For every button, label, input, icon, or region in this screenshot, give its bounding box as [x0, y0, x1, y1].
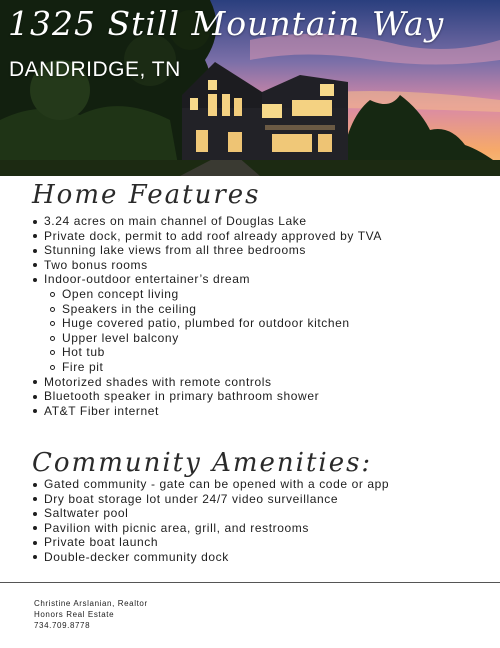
agent-phone: 734.709.8778	[34, 621, 91, 630]
community-amenities-heading: Community Amenities:	[32, 448, 373, 478]
home-features-list	[0, 214, 382, 418]
list-item: Motorized shades with remote controls	[0, 375, 382, 390]
list-item: Saltwater pool	[0, 506, 389, 521]
community-amenities-list	[0, 477, 389, 565]
list-item: Stunning lake views from all three bedrooms	[0, 243, 382, 258]
list-item: 3.24 acres on main channel of Douglas Lake	[0, 214, 382, 229]
sub-list-item: Fire pit	[0, 360, 382, 375]
list-item: Gated community - gate can be opened with a code or app	[0, 477, 389, 492]
list-item: Pavilion with picnic area, grill, and restrooms	[0, 521, 389, 536]
footer-divider	[0, 582, 500, 583]
agent-company: Honors Real Estate	[34, 610, 115, 619]
sub-list-item: Huge covered patio, plumbed for outdoor kitchen	[0, 316, 382, 331]
list-item: Bluetooth speaker in primary bathroom shower	[0, 389, 382, 404]
list-item: Double-decker community dock	[0, 550, 389, 565]
home-features-heading: Home Features	[32, 180, 261, 210]
list-item: Two bonus rooms	[0, 258, 382, 273]
sub-list-item: Open concept living	[0, 287, 382, 302]
hero-banner	[0, 0, 500, 176]
list-item: Dry boat storage lot under 24/7 video surveillance	[0, 492, 389, 507]
list-item: Private boat launch	[0, 535, 389, 550]
sub-list-item: Upper level balcony	[0, 331, 382, 346]
list-item: Private dock, permit to add roof already approved by TVA	[0, 229, 382, 244]
list-item: AT&T Fiber internet	[0, 404, 382, 419]
sub-list-item: Hot tub	[0, 345, 382, 360]
agent-name: Christine Arslanian, Realtor	[34, 599, 148, 608]
property-address-title: 1325 Still Mountain Way	[8, 4, 445, 43]
property-location: DANDRIDGE, TN	[9, 58, 181, 81]
sub-list-item: Speakers in the ceiling	[0, 302, 382, 317]
list-item: Indoor-outdoor entertainer’s dream	[0, 272, 382, 287]
agent-contact	[34, 598, 148, 631]
